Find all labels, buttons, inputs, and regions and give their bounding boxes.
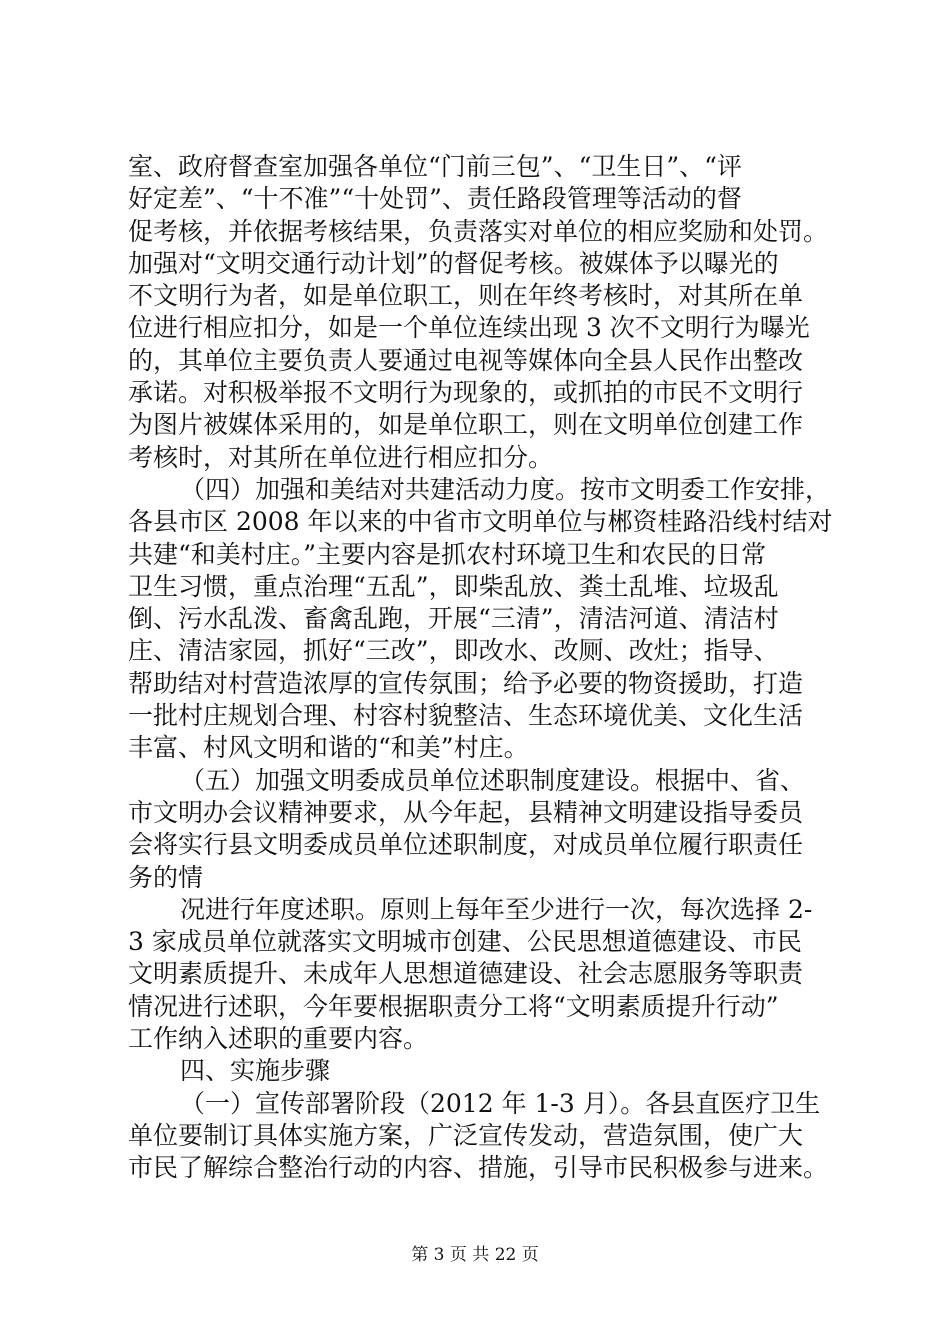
text-line: 工作纳入述职的重要内容。 (128, 1024, 429, 1054)
text-line: 文明素质提升、未成年人思想道德建设、社会志愿服务等职责 (128, 959, 804, 989)
text-line: 况进行年度述职。原则上每年至少进行一次，每次选择 2- (180, 894, 813, 924)
text-line: 市文明办会议精神要求，从今年起，县精神文明建设指导委员 (128, 797, 804, 827)
text-line: 3 家成员单位就落实文明城市创建、公民思想道德建设、市民 (128, 927, 802, 957)
text-line: 倒、污水乱泼、畜禽乱跑，开展“三清”，清洁河道、清洁村 (128, 604, 779, 634)
text-line: （四）加强和美结对共建活动力度。按市文明委工作安排， (180, 474, 831, 504)
text-line: 单位要制订具体实施方案，广泛宣传发动，营造氛围，使广大 (128, 1120, 804, 1150)
text-line: 市民了解综合整治行动的内容、措施，引导市民积极参与进来。 (128, 1153, 829, 1183)
text-line: 承诺。对积极举报不文明行为现象的，或抓拍的市民不文明行 (128, 378, 804, 408)
text-line: 室、政府督查室加强各单位“门前三包”、“卫生日”、“评 (128, 152, 742, 181)
text-line: 庄、清洁家园，抓好“三改”，即改水、改厕、改灶；指导、 (128, 636, 779, 666)
text-line: 情况进行述职，今年要根据职责分工将“文明素质提升行动” (128, 991, 779, 1021)
text-line: 共建“和美村庄。”主要内容是抓农村环境卫生和农民的日常 (128, 539, 767, 569)
text-line: （一）宣传部署阶段（2012 年 1-3 月）。各县直医疗卫生 (180, 1088, 821, 1118)
text-line: 会将实行县文明委成员单位述职制度，对成员单位履行职责任 (128, 830, 804, 860)
text-line: 一批村庄规划合理、村容村貌整洁、生态环境优美、文化生活 (128, 701, 804, 731)
text-line: 卫生习惯，重点治理“五乱”，即柴乱放、粪土乱堆、垃圾乱 (128, 571, 779, 601)
text-line: 务的情 (128, 862, 204, 892)
text-line: 四、实施步骤 (180, 1056, 331, 1086)
text-line: 为图片被媒体采用的，如是单位职工，则在文明单位创建工作 (128, 410, 804, 440)
page-footer: 第 3 页 共 22 页 (411, 1245, 539, 1265)
body-text (128, 151, 840, 1185)
text-line: 各县市区 2008 年以来的中省市文明单位与郴资桂路沿线村结对 (128, 507, 833, 537)
text-line: 加强对“文明交通行动计划”的督促考核。被媒体予以曝光的 (128, 248, 779, 278)
text-line: 好定差”、“十不准”“十处罚”、责任路段管理等活动的督 (128, 184, 742, 214)
text-line: 位进行相应扣分，如是一个单位连续出现 3 次不文明行为曝光 (128, 313, 810, 343)
text-line: 促考核，并依据考核结果，负责落实对单位的相应奖励和处罚。 (128, 216, 829, 246)
text-line: 不文明行为者，如是单位职工，则在年终考核时，对其所在单 (128, 281, 804, 311)
text-line: 丰富、村风文明和谐的“和美”村庄。 (128, 733, 529, 763)
text-line: 帮助结对村营造浓厚的宣传氛围；给予必要的物资援助，打造 (128, 668, 804, 698)
text-line: 的，其单位主要负责人要通过电视等媒体向全县人民作出整改 (128, 345, 804, 375)
text-line: （五）加强文明委成员单位述职制度建设。根据中、省、 (180, 765, 806, 795)
text-line: 考核时，对其所在单位进行相应扣分。 (128, 442, 554, 472)
